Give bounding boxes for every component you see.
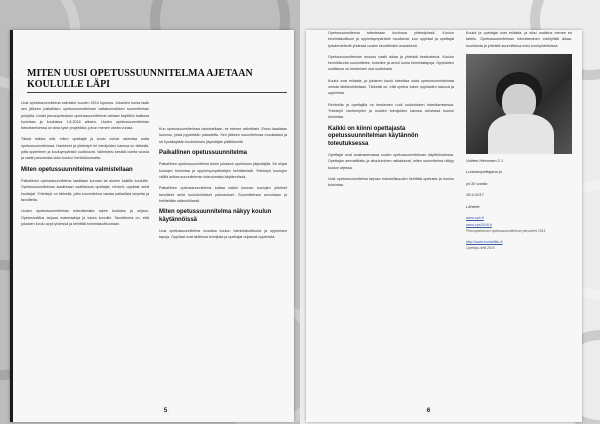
paragraph: Uusi opetussuunnitelma muuttaa koulun toimintakulttuuria ja oppimisen tapoja. Oppilaat ovat aktiivisia toimijoita ja opettajat ohjaavat oppimista.: [159, 229, 287, 240]
paragraph: Paikallinen opetussuunnitelma tukee jokaisen opetuksen järjestäjää. Se ohjaa koulujen toimintaa ja oppimisympäristöjen kehittämistä. Yhteistyö koulujen välillä auttaa suunnitelman toteutumista käytännössä.: [159, 162, 287, 179]
section-heading: Miten opetussuunnitelma valmistellaan: [21, 166, 133, 173]
paragraph: Uusi opetussuunnitelma valmistui vuoden 2014 lopussa. Jokainen kunta laatii sen jälkeen paikallisen opetussuunnitelman valtakunnallisen suunnitelman pohjalta. Uudet perusopetuksen opetussuunnitelmat otetaan käyttöön kaikissa kunnissa ja kouluissa 1.8.2016 alkaen. Uuden opetussuunnitelman toteuttamisessa on aina kyse projektista, johon menee useita vuosia.: [21, 101, 149, 131]
left-article-sheet: [10, 30, 294, 422]
portrait-photo: [466, 54, 572, 154]
right-column-2: [466, 30, 572, 406]
paragraph: Koulut ja opettajat ovat erilaisia, ja siksi uudistus etenee eri tahtiin. Opetussuunnitelman toteuttaminen edellyttää aikaa, koulutusta ja yhteistä suunnittelua koko kouluyhteisössä.: [466, 31, 572, 48]
paragraph: Rehtorilla ja opettajilla on keskeinen rooli uudistuksen toteuttamisessa. Yhteistyö vanhempien ja muiden toimijoiden kanssa vahvistaa koulun toimintaa.: [328, 102, 454, 120]
photo-caption: 28.4.2017: [466, 192, 484, 198]
paragraph: Uuden opetussuunnitelman toteuttamista tukee koulutus ja ohjaus. Opetushallitus tarjoaa materiaaleja ja tukea kunnille. Tavoitteena on, että jokainen koulu oppii yhdessä ja kehittää toimintakulttuuriaan.: [21, 209, 149, 226]
left-column-1: [21, 100, 149, 406]
paragraph: Kun opetussuunnitelmaa valmistellaan, se etenee vaiheittain. Ensin laaditaan luonnos, josta pyydetään palautetta. Sen jälkeen suunnitelmaa muokataan ja se hyväksytään koulutuksen järjestäjän päätöksellä.: [159, 127, 287, 144]
source-link[interactable]: www.oph.fi: [466, 216, 484, 221]
paragraph: Tässä tutkiva sitä, miten opettajat ja koulu voivat rakentaa uutta opetussuunnitelmaa. Hankkeet ja yhteistyö eri toimijoiden kanssa on tärkeää, jotta oppiminen ja kouluympäristö uudistuvat. Valmistelu kestää useita vuosia ja vaatii panostusta koko koulun henkilökunnalta.: [21, 137, 149, 161]
right-article-sheet: [306, 30, 582, 422]
section-heading: Kaikki on kiinni opettajasta opetussuunnitelman käytännön toteutuksessa: [328, 125, 419, 147]
page-number-left: 5: [161, 407, 170, 416]
title-divider: [27, 92, 287, 93]
photo-body: [488, 114, 554, 154]
paragraph: Uusi opetussuunnitelma tarjoaa mahdollisuuden kehittää opetusta ja koulun toimintaa.: [328, 176, 454, 188]
source-note: Perusopetuksen opetussuunnitelman perusteet 2014: [466, 228, 546, 233]
right-page: [300, 0, 600, 424]
photo-caption: Luokanopettajana jo: [466, 169, 503, 175]
paragraph: Paikallinen opetussuunnitelma laaditaan kunnan tai alueen kaikille kouluille. Opetussuunnitelman laadintaan osallistuvat opettajat, rehtorit, oppilaat sekä huoltajat. Yhteistyö on tärkeää, jotta suunnitelma vastaa paikallisia tarpeita ja tavoitteita.: [21, 179, 149, 203]
section-heading: Miten opetussuunnitelma näkyy koulun käytännöissä: [159, 209, 272, 223]
paragraph: Koulut ovat erilaisia, ja jokainen koulu toteuttaa uutta opetussuunnitelmaa omista lähtökohdistaan. Tärkeää on, että opetus tukee oppilaiden kasvua ja oppimista.: [328, 78, 454, 96]
left-article-body: [13, 100, 294, 422]
right-column-1: [328, 30, 454, 406]
photo-caption: Valtteri Heinonen 2.1: [466, 157, 504, 163]
paragraph: Paikallinen opetussuunnitelma kattaa kaikki kunnan koulujen yhteiset tavoitteet sekä koulukohtaiset painotukset. Suunnitelmaa arvioidaan ja kehitetään säännöllisesti.: [159, 186, 287, 203]
article-title: MITEN UUSI OPETUSSUUNNITELMA AJETAAN KOULULLE LÄPI: [27, 68, 253, 90]
left-column-2: [159, 126, 287, 406]
source-link[interactable]: http://www.kuntaliitto.fi: [466, 239, 503, 244]
source-link[interactable]: www.ops2016.fi: [466, 222, 492, 227]
photo-caption: yli 30 vuotta: [466, 180, 488, 186]
paragraph: Opetussuunnitelma toteutetaan koulussa yhteistyössä. Koulun toimintakulttuuri ja oppimisympäristöt muuttuvat, kun oppilaat ja opettajat työskentelevät yhdessä uusien tavoitteiden mukaisesti.: [328, 31, 454, 48]
paragraph: Opettajat ovat avainasemassa uuden opetussuunnitelman käyttöönotossa. Opettajan ammattitaito ja sitoutuminen ratkaisevat, miten suunnitelma näkyy koulun arjessa.: [328, 153, 454, 170]
page-number-right: 6: [424, 407, 433, 416]
section-heading: Paikallinen opetussuunnitelma: [159, 149, 248, 156]
source-note: Opettaja-lehti 2016: [466, 246, 495, 251]
paragraph: Opetussuunnitelman muutos vaatii aikaa ja yhteistä keskustelua. Koulun henkilökunta suunnittelee, kokeilee ja arvioi uusia toimintatapoja. Oppilaiden osallisuus on keskeinen osa uudistusta.: [328, 54, 454, 72]
photo-caption: Lähteet:: [466, 203, 481, 209]
